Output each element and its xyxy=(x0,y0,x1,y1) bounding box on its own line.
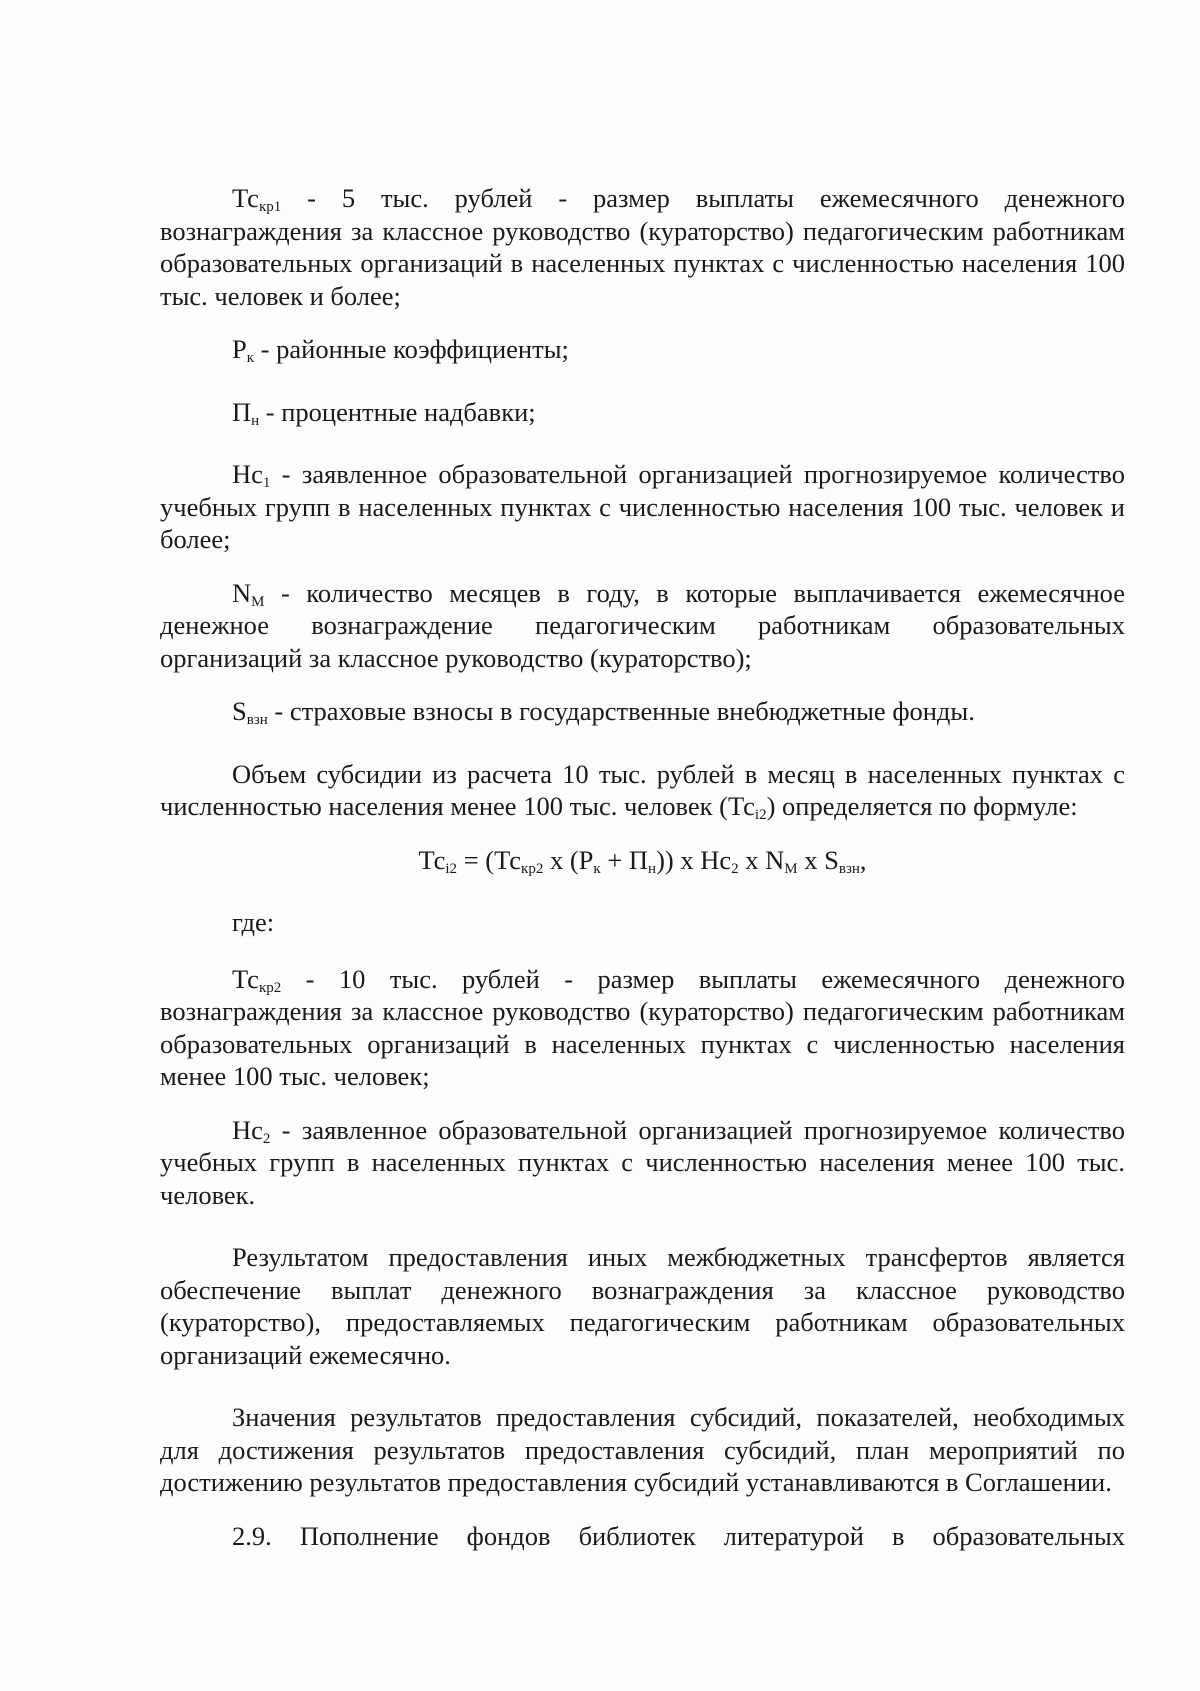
definition-tskr1: $Тс_{кр1} - 5$ тыс. рублей - размер выплаты ежемесячного денежного вознаграждения за классное руководство (кураторство) педагогическим работникам образовательных организаций в населенных пунктах с численностью населения 100 тыс. человек и более; xyxy=(160,183,1125,311)
values-paragraph: Значения результатов предоставления субсидий, показателей, необходимых для достижения результатов предоставления субсидий, план мероприятий по достижению результатов предоставления субсидий устанавливаются в Соглашении. xyxy=(160,1402,1125,1497)
section-2-9-heading: 2.9. Пополнение фондов библиотек литературой в образовательных xyxy=(232,1520,1125,1551)
definition-tskr2: $Тс_{кр2} - 10$ тыс. рублей - размер выплаты ежемесячного денежного вознаграждения за классное руководство (кураторство) педагогическим работникам образовательных организаций в населенных пунктах с численностью населения менее 100 тыс. человек; xyxy=(160,963,1125,1091)
definition-pn: $П_н$ - процентные надбавки; xyxy=(232,396,536,429)
definition-ns2: $Нс_2$ - заявленное образовательной организацией прогнозируемое количество учебных групп в населенных пунктах с численностью населения менее 100 тыс. человек. xyxy=(160,1114,1125,1210)
definition-nm: $N_M$ - количество месяцев в году, в которые выплачивается ежемесячное денежное вознаграждение педагогическим работникам образовательных организаций за классное руководство (кураторство); xyxy=(160,577,1125,673)
definition-rk: $Р_к$ - районные коэффициенты; xyxy=(232,334,569,366)
result-paragraph: Результатом предоставления иных межбюджетных трансфертов является обеспечение выплат денежного вознаграждения за классное руководство (кураторство), предоставляемых педагогическим работникам образовательных организаций ежемесячно. xyxy=(160,1242,1125,1370)
subsidy-volume-paragraph: Объем субсидии из расчета 10 тыс. рублей в месяц в населенных пунктах с численностью населения менее 100 тыс. человек $(Тс_{i2})$ определяется по формуле: xyxy=(160,758,1125,823)
document-body xyxy=(160,182,1125,1573)
formula-tsi2: $Тс_{i2} = (Тс_{кр2}$ x $(Р_к + П_н)$) x $Нс_2$ x $N_M$ x $S_{взн}$, xyxy=(418,844,867,877)
definition-ns1: $Нс_1$ - заявленное образовательной организацией прогнозируемое количество учебных групп в населенных пунктах с численностью населения 100 тыс. человек и более; xyxy=(160,459,1125,554)
where-label: где: xyxy=(232,907,275,937)
definition-svzn: $S_{взн}$ - страховые взносы в государственные внебюджетные фонды. xyxy=(232,696,975,728)
